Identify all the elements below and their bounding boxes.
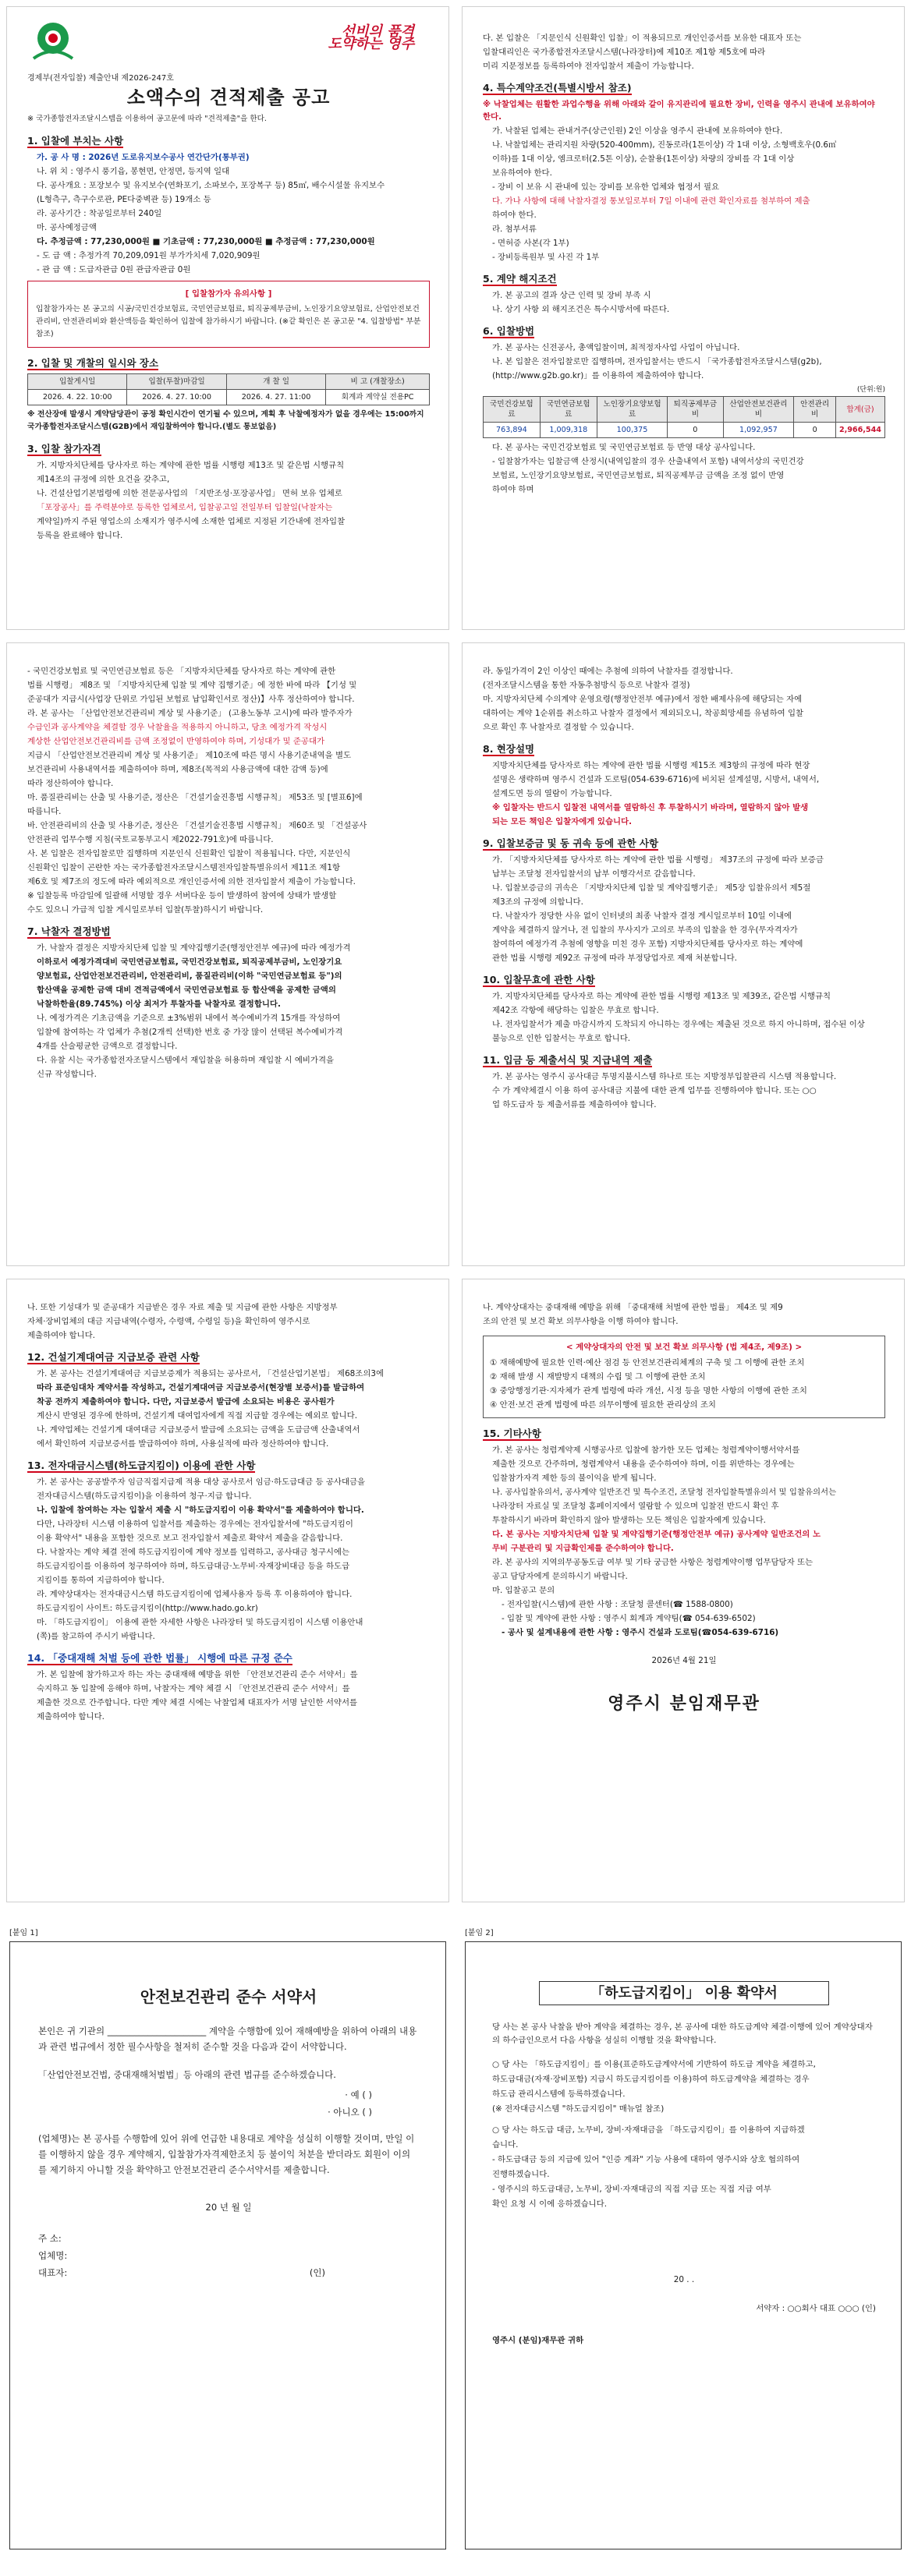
section-10-title: 10. 입찰무효에 관한 사항: [483, 974, 595, 985]
section-15-title: 15. 기타사항: [483, 1428, 541, 1439]
section-9-title: 9. 입찰보증금 및 동 귀속 등에 관한 사항: [483, 837, 659, 849]
schedule-header-cell: 입찰(투찰)마감일: [127, 374, 226, 390]
fee-header-cell: 안전관리비: [794, 397, 836, 423]
s3-line: 「포장공사」를 주력분야로 등록한 업체로서, 입찰공고일 전일부터 입찰일(낙찰자는: [37, 503, 333, 512]
s13-line: 마. 「하도급지킴이」 이용에 관한 자세한 사항은 나라장터 및 하도급지킴이 시스템 이용안내: [37, 1618, 363, 1627]
s8-line: 설계도면 등의 열람이 가능합니다.: [492, 789, 612, 798]
p3-line: 마. 품질관리비는 산출 및 사용기준, 정산은 「건설기술진흥법 시행규칙」 제53조 및 [별표6]에: [27, 793, 363, 802]
s13-line: 가. 본 공사는 공공발주자 임금직접지급제 적용 대상 공사로서 임금·하도급대금 등 공사대금을: [37, 1477, 366, 1487]
p3-line: 라. 본 공사는 「산업안전보건관리비 계상 및 사용기준」 (고용노동부 고시)에 따라 발주자가: [27, 709, 353, 718]
s13-line: 하도급지킴이를 이용하여 청구하여야 하며, 하도급대금·노무비·자재장비대금 등을 하도급: [37, 1562, 350, 1571]
s7-line: 다. 유찰 시는 국가종합전자조달시스템에서 재입찰을 허용하며 재입찰 시 예비가격을: [37, 1056, 335, 1065]
s1-line: 나. 위 치 : 영주시 풍기읍, 봉현면, 안정면, 등지역 일대: [37, 167, 230, 176]
s15-line: 공고 담당자에게 문의하시기 바랍니다.: [492, 1572, 628, 1581]
notice-body: 입찰참가자는 본 공고의 시공/국민건강보험료, 국민연금보험료, 퇴직공제부금비, 노인장기요양보험료, 산업안전보건관리비, 안전관리비와 환산액등을 확인하여 입찰에 참가하시기 바랍니다. (※같 확인은 본 공고문 "4. 입찰방법" 부분 참조): [36, 305, 421, 338]
fee-cell: 0: [668, 423, 723, 438]
s6-more: 보험료, 노인장기요양보험료, 국민연금보험료, 퇴직공제부금 금액을 조정 없이 반영: [492, 471, 785, 480]
s10-line: 제42조 각항에 해당하는 입찰은 무효로 합니다.: [492, 1006, 659, 1015]
s9-line: 관한 법률 시행령 제92조 규정에 따라 부정당업자로 제재 처분합니다.: [492, 954, 737, 963]
annex-1-rep: 대표자:: [38, 2267, 68, 2278]
s4-line: 보유하여야 한다.: [492, 168, 552, 178]
s1-line: 마. 공사예정금액: [37, 223, 97, 232]
schedule-header-cell: 비 고 (개찰장소): [326, 374, 430, 390]
s6-line: 가. 본 공사는 신전공사, 총액입찰이며, 최적정자사업 사업이 아닙니다.: [492, 343, 740, 352]
section-3-title: 3. 입찰 참가자격: [27, 443, 101, 455]
p2-line: 미리 지문정보를 등록하여야 전자입찰서 제출이 가능합니다.: [483, 62, 694, 71]
p6-line: 조의 안전 및 보건 확보 의무사항을 이행 하여야 합니다.: [483, 1317, 679, 1326]
s4-line: - 장비 이 보유 시 관내에 있는 장비를 보유한 업체와 협정서 필요: [492, 182, 720, 192]
s7-line: 나. 예정가격은 기초금액을 기준으로 ±3%범위 내에서 복수예비가격 15개를 작성하여: [37, 1014, 341, 1023]
s1-line: 다. 공사개요 : 포장보수 및 유지보수(연화포기, 소파보수, 포장복구 등) 85㎡, 배수시설물 유지보수: [37, 181, 385, 190]
fee-cell: 100,375: [597, 423, 667, 438]
fee-header-cell: 합계(금): [835, 397, 884, 423]
s14-line: 가. 본 입찰에 참가하고자 하는 자는 중대재해 예방을 위한 「안전보건관리 준수 서약서」를: [37, 1670, 358, 1679]
s9-line: 다. 낙찰자가 정당한 사유 없이 인터넷의 최종 낙찰자 결정 게시일로부터 10일 이내에: [492, 911, 792, 921]
annex-2-signer: 서약자 : ○○회사 대표 ○○○ (인): [756, 2304, 876, 2313]
section-5-heading: [483, 273, 885, 285]
s1-money2: - 도 급 액 : 추정가격 70,209,091원 부가가치세 7,020,909원: [37, 251, 261, 260]
s10-line: 불능으로 인한 입찰서는 무효로 합니다.: [492, 1034, 631, 1043]
s4-line: 라. 첨부서류: [492, 225, 537, 234]
p3-line: 법률 시행령」 제8조 및 「지방자치단체 입찰 및 계약 집행기준」에 정한 바에 따라 【기성 및: [27, 681, 357, 690]
s14-line: 제출하여야 합니다.: [37, 1712, 105, 1721]
section-12-title: 12. 건설기계대여금 지급보증 관련 사항: [27, 1351, 200, 1363]
s4-line: - 장비등록원부 및 사진 각 1부: [492, 253, 600, 262]
s14-line: 숙지하고 동 입찰에 응해야 하며, 낙찰자는 계약 체결 시 「안전보건관리 준수 서약서」를: [37, 1684, 350, 1693]
p4-line: 대하여는 계약 1순위를 취소하고 낙찰자 결정에서 제외되오니, 착공희망세를 유념하여 입찰: [483, 709, 804, 718]
s15-line: 나. 공사입찰유의서, 공사계약 일반조건 및 특수조건, 조달청 전자입찰특별유의서 및 입찰유의서는: [492, 1488, 837, 1497]
p3-line: 수급인과 공사계약을 체결할 경우 낙찰율을 적용하지 아니하고, 당초 예정가격 작성시: [27, 723, 328, 732]
schedule-table: [27, 373, 430, 405]
page-5: [6, 1279, 449, 1902]
s6-more: 하여야 하며: [492, 485, 534, 494]
section-7-title: 7. 낙찰자 결정방법: [27, 925, 111, 937]
s3-line: 가. 지방자치단체를 당사자로 하는 계약에 관한 법률 시행령 제13조 및 같은법 시행규칙: [37, 461, 345, 470]
p4-line: 으로 확인 후 낙찰자로 결정할 수 있습니다.: [483, 723, 634, 732]
s12-line: 나. 계약업체는 건설기계 대여대금 지급보증서 발급에 소요되는 금액을 도급금액 산출내역서: [37, 1425, 360, 1435]
s7-line: 이하로서 예정가격대비 국민연금보험료, 국민건강보험료, 퇴직공제부금비, 노인장기요: [37, 957, 342, 967]
s4-line: - 면허증 사본(각 1부): [492, 239, 569, 248]
fee-header-cell: 퇴직공제부금비: [668, 397, 723, 423]
p3-line: 수도 있으니 가급적 입찰 게시일로부터 입찰(투찰)하시기 바랍니다.: [27, 905, 264, 915]
s8-line: 설명은 생략하며 영주시 건설과 도로팀(054-639-6716)에 비치된 설계설명, 시방서, 내역서,: [492, 775, 820, 784]
p3-line: 보건관리비 사용내역서를 제출하여야 하며, 제8조(목적외 사용금액에 대한 감액 등)에: [27, 765, 328, 774]
p3-line: 따릅니다.: [27, 807, 62, 816]
s7-line: 4개를 산술평균한 금액으로 결정합니다.: [37, 1042, 178, 1051]
s1-line: 가. 공 사 명 : 2026년 도로유지보수공사 연간단가(통부권): [37, 153, 250, 162]
section-1-title: 1. 입찰에 부치는 사항: [27, 135, 124, 147]
s15-line: 나라장터 자료실 및 조달청 홈페이지에서 열람할 수 있으며 입찰전 반드시 확인 후: [492, 1502, 779, 1511]
s14-line: 제출한 것으로 간주합니다. 다만 계약 체결 시에는 낙찰업체 대표자가 서명 날인한 서약서를: [37, 1698, 358, 1707]
annex-1-tag: [붙임 1]: [9, 1929, 38, 1937]
p4-line: (전자조달시스템을 통한 자동추첨방식 등으로 낙찰자 결정): [483, 681, 690, 690]
annex-2-item: (※ 전자대금시스템 "하도급지킴이" 매뉴얼 참조): [492, 2104, 665, 2114]
lead-text: ※ 국가종합전자조달시스템을 이용하여 공고문에 따라 "견적제출"을 한다.: [27, 115, 267, 123]
annex-2-to: 영주시 (분임)재무관 귀하: [492, 2336, 584, 2345]
s7-line: 입찰에 참여하는 각 업체가 추첨(2개씩 선택)한 번호 중 가장 많이 선택된 복수예비가격: [37, 1028, 343, 1037]
obligations-title: < 계약상대자의 안전 및 보건 확보 의무사항 (법 제4조, 제9조) >: [565, 1343, 803, 1352]
section-5-title: 5. 계약 해지조건: [483, 273, 557, 285]
s5-line: 가. 본 공고의 결과 상근 인력 및 장비 부족 시: [492, 291, 651, 300]
slogan-line-2: 도약하는 영주: [328, 36, 414, 52]
annex-1-company: 업체명:: [38, 2250, 68, 2261]
annex-1-para1: 본인은 귀 기관의 ______________________ 계약을 수행함에 있어 재해예방을 위하여 아래의 내용과 관련 법규에서 정한 필수사항을 철저히 준수할 것을 다음과 같이 서약합니다.: [38, 2026, 417, 2052]
s13-line: 다. 낙찰자는 계약 체결 전에 하도급지킴이에 계약 정보를 입력하고, 공사대금 청구시에는: [37, 1548, 349, 1557]
s6-line: (http://www.g2b.go.kr)」를 이용하여 제출하여야 합니다.: [492, 371, 704, 380]
section-4-title: 4. 특수계약조건(특별시방서 참조): [483, 82, 632, 94]
s13-line: 전자대금시스템(하도급지킴이)을 이용하여 청구·지급 합니다.: [37, 1491, 252, 1501]
schedule-header-cell: 개 찰 일: [226, 374, 325, 390]
page-1: [6, 6, 449, 630]
annex-1-address: 주 소:: [38, 2233, 62, 2244]
section-2-heading: [27, 357, 430, 370]
s4-line: 다. 가나 사항에 대해 낙찰자결정 통보일로부터 7일 이내에 관련 확인자료를 첨부하여 제출: [492, 196, 810, 206]
contact-line: - 입찰 및 계약에 관한 사항 : 영주시 회계과 계약팀(☎ 054-639-6502): [502, 1614, 756, 1623]
s9-line: 나. 입찰보증금의 귀속은 「지방자치단체 입찰 및 계약집행기준」 제5장 입찰유의서 제5절: [492, 883, 811, 893]
annex-2-date: 20 . .: [673, 2275, 695, 2284]
p4-line: 마. 지방자치단체 수의계약 운영요령(행정안전부 예규)에서 정한 배제사유에 해당되는 자에: [483, 695, 803, 704]
s4-line: 이하)를 1대 이상, 엠크로터(2.5톤 이상), 순찰용(1톤이상) 차량의 장비를 각 1대 이상: [492, 154, 795, 164]
s4-line: 나. 낙찰업체는 관리지원 차량(520-400mm), 진동로라(1톤이상) 각 1대 이상, 소형백호우(0.6㎥: [492, 140, 837, 150]
fee-table: [483, 396, 885, 438]
annex-2-item: ○ 당 사는 하도급 대금, 노무비, 장비·자재대금을 「하도급지킴이」를 이용하여 지급하겠: [492, 2125, 805, 2135]
annex-2-item: 하도급 관리시스템에 등록하겠습니다.: [492, 2089, 626, 2099]
p3-line: 따라 정산하여야 합니다.: [27, 779, 114, 788]
section-6-title: 6. 입찰방법: [483, 325, 535, 337]
s11-line: 수 가 계약체결시 이용 하여 공사대금 지불에 대한 관계 업무를 진행하여야 합니다. 또는 ○○: [492, 1086, 817, 1095]
p5-line: 나. 또한 기성대가 및 준공대가 지급받은 경우 자료 제출 및 지급에 관한 사항은 지방정부: [27, 1303, 338, 1312]
section-14-heading: [27, 1652, 430, 1665]
s4-line: 가. 낙찰된 업체는 관내거주(상근인원) 2인 이상을 영주시 관내에 보유하여야 한다.: [492, 126, 783, 136]
p6-line: 나. 계약상대자는 중대재해 예방을 위해 「중대재해 처벌에 관한 법률」 제4조 및 제9: [483, 1303, 783, 1312]
signer: 영주시 분임재무관: [608, 1694, 760, 1714]
contact-line: - 전자입찰(시스템)에 관한 사항 : 조달청 콜센터(☎ 1588-0800): [502, 1600, 733, 1609]
p5-line: 제출하여야 합니다.: [27, 1331, 95, 1340]
s11-line: 가. 본 공사는 영주시 공사대금 투명지불시스템 하나로 또는 지방정부입찰관리 시스템 적용합니다.: [492, 1072, 837, 1081]
fee-header-cell: 노인장기요양보험료: [597, 397, 667, 423]
annex-2-item: 습니다.: [492, 2140, 519, 2150]
s15-line: 가. 본 공사는 청렴계약제 시행공사로 입찰에 참가한 모든 업체는 청렴계약이행서약서를: [492, 1445, 800, 1455]
schedule-cell: 2026. 4. 27. 11:00: [226, 390, 325, 405]
annex-1-title: 안전보건관리 준수 서약서: [140, 1987, 317, 2006]
section-11-heading: [483, 1054, 885, 1067]
unit-label: (단위:원): [856, 386, 885, 394]
s9-line: 참여하여 예정가격 추첨에 영향을 미친 경우 포함) 지방자치단체를 당사자로 하는 계약에: [492, 939, 803, 949]
p3-line: 계상한 산업안전보건관리비를 금액 조정없이 반영하여야 하며, 기성대가 및 준공대가: [27, 737, 325, 746]
s1-line: 라. 공사기간 : 착공일로부터 240일: [37, 209, 162, 218]
annex-1-seal: (인): [309, 2267, 325, 2278]
s13-line: 라. 계약상대자는 전자대금시스템 하도급지킴이에 업체사용자 등록 후 이용하여야 합니다.: [37, 1590, 353, 1599]
annex-2-item: - 영주시의 하도급대금, 노무비, 장비·자재대금의 직접 지급 또는 직접 지급 여부: [492, 2185, 771, 2194]
section-1-heading: [27, 135, 430, 147]
s1-money: 다. 추정금액 : 77,230,000원 ■ 기초금액 : 77,230,000원 ■ 추정금액 : 77,230,000원: [37, 237, 375, 246]
s3-line: 제14조의 규정에 의한 요건을 갖추고,: [37, 475, 170, 484]
s1-line: (L형측구, 측구수로관, PE다중벽관 등) 19개소 등: [37, 195, 211, 204]
p3-line: 제6호 및 제7조의 정도에 따라 예외적으로 개인인증서에 의한 전자입찰서 제출이 가능합니다.: [27, 877, 356, 886]
section-11-title: 11. 입금 등 제출서식 및 지급내역 제출: [483, 1054, 653, 1066]
p3-line: 준공대가 지급시(사업장 단위로 가입된 보험료 납입확인서로 정산)】사후 정산하여야 합니다.: [27, 695, 355, 704]
s15-line: 마. 입찰공고 문의: [492, 1586, 555, 1595]
annex-2-item: 확인 요청 시 이에 응하겠습니다.: [492, 2199, 607, 2209]
s12-line: 계산시 반영된 경우에 한하며, 건설기계 대여업자에게 직접 지급할 경우에는 예외로 합니다.: [37, 1411, 358, 1421]
p3-line: 안전관리 업무수행 지침(국토교통부고시 제2022-791호)에 따릅니다.: [27, 835, 274, 844]
s3-line: 계약일)까지 주된 영업소의 소재지가 영주시에 소재한 업체로 지정된 기간내에 전자입찰: [37, 517, 346, 526]
page-title: 소액수의 견적제출 공고: [126, 87, 331, 108]
s3-line: 나. 건설산업기본법령에 의한 전문공사업의 「지반조성·포장공사업」 면허 보유 업체로: [37, 489, 342, 498]
contact-line: - 공사 및 설계내용에 관한 사항 : 영주시 건설과 도로팀(☎054-639-6716): [502, 1628, 779, 1637]
section-8-heading: [483, 743, 885, 755]
section-2-title: 2. 입찰 및 개찰의 일시와 장소: [27, 357, 159, 369]
notice-title: [ 입찰참가자 유의사항 ]: [185, 289, 272, 299]
s7-line: 양보험료, 산업안전보건관리비, 안전관리비, 품질관리비(이하 "국민연금보험료 등")의: [37, 971, 342, 981]
s12-line: 착공 전까지 제출하여야 합니다. 다만, 지급보증서 발급에 소요되는 비용은 공사원가: [37, 1397, 335, 1407]
s13-line: 다만, 나라장터 시스템 이용하여 입찰서를 제출하는 경우에는 전자입찰서에 "하도급지킴이: [37, 1520, 353, 1529]
annex-2-item: 진행하겠습니다.: [492, 2170, 550, 2179]
s10-line: 가. 지방자치단체를 당사자로 하는 계약에 관한 법률 시행령 제13조 및 제39조, 같은법 시행규칙: [492, 992, 831, 1001]
p2-line: 입찰대리인은 국가종합전자조달시스템(나라장터)에 제10조 제1항 제5호에 따라: [483, 48, 766, 57]
s4-line: 하여야 한다.: [492, 211, 537, 220]
page-1-header: [27, 21, 430, 68]
section-13-heading: [27, 1460, 430, 1472]
annex-2-item: ○ 당 사는 「하도급지킴이」를 이용(표준하도급계약서에 기반하여 하도급 계약을 체결하고,: [492, 2060, 816, 2069]
section-10-heading: [483, 974, 885, 986]
notice-date: 2026년 4월 21일: [651, 1656, 717, 1665]
section-15-heading: [483, 1428, 885, 1440]
p3-line: 바. 안전관리비의 산출 및 사용기준, 정산은 「건설기술진흥법 시행규칙」 제60조 및 「건설공사: [27, 821, 367, 830]
s13-line: (쪽)를 참고하여 주시기 바랍니다.: [37, 1632, 155, 1641]
annex-2-tag: [붙임 2]: [465, 1929, 494, 1937]
slogan-line-1: 선비의 품격: [341, 23, 414, 40]
obligation-item: ① 재해예방에 필요한 인력·예산 점검 등 안전보건관리체계의 구축 및 그 이행에 관한 조치: [490, 1358, 805, 1368]
s5-line: 나. 상기 사항 외 해지조건은 특수시방서에 따른다.: [492, 305, 670, 314]
annex-1-yes[interactable]: · 예 ( ): [345, 2089, 372, 2100]
section-14-title: 14. 「중대재해 처벌 등에 관한 법률」 시행에 따른 규정 준수: [27, 1652, 292, 1664]
s13-line: 나. 입찰에 참여하는 자는 입찰서 제출 시 "하도급지킴이 이용 확약서"를 제출하여야 합니다.: [37, 1506, 364, 1515]
fee-cell: 763,894: [484, 423, 541, 438]
s13-line: 이용 확약서" 내용을 포함한 것으로 보고 전자입찰서 제출로 확약서 제출을 갈음합니다.: [37, 1534, 343, 1543]
s12-line: 에서 확인하여 지급보증서를 발급하여야 하며, 사용실적에 따라 정산하여야 합니다.: [37, 1439, 329, 1449]
s7-line: 가. 낙찰자 결정은 지방자치단체 입찰 및 계약집행기준(행정안전부 예규)에 따라 예정가격: [37, 943, 351, 953]
section-9-heading: [483, 837, 885, 850]
annex-2-item: 하도급대금(자재·장비포함) 지급시 하도급지킴이를 이용)하여 하도급계약을 체결하는 경우: [492, 2075, 810, 2084]
section-3-heading: [27, 443, 430, 455]
fee-cell: 1,009,318: [540, 423, 597, 438]
fee-cell: 2,966,544: [835, 423, 884, 438]
section-12-heading: [27, 1351, 430, 1364]
schedule-cell: 2026. 4. 22. 10:00: [28, 390, 127, 405]
s9-line: 계약을 체결하지 않거나, 전 입찰의 무사지가 고의로 부족의 입찰을 한 경우(무자격자가: [492, 925, 798, 935]
annex-1-date: 20 년 월 일: [205, 2202, 252, 2213]
p3-line: 신원확인 입찰이 곤란한 자는 국가종합전자조달시스템전자입찰특별유의서 제11조 제1항: [27, 863, 340, 872]
p3-line: 지급시 「산업안전보건관리비 계상 및 사용기준」 제10조에 따른 명시 사용기준내역을 별도: [27, 751, 352, 760]
annex-2: [465, 1941, 902, 2549]
section-7-heading: [27, 925, 430, 938]
fee-header-cell: 국민연금보험료: [540, 397, 597, 423]
s12-line: 가. 본 공사는 건설기계대여금 지급보증제가 적용되는 공사로서, 「건설산업기본법」 제68조의3에: [37, 1369, 385, 1378]
slogan: [312, 23, 414, 52]
obligation-item: ② 재해 발생 시 재발방지 대책의 수립 및 그 이행에 관한 조치: [490, 1372, 706, 1382]
s15-line: 제출한 것으로 간주하며, 청렴계약서 내용을 준수하여야 하며, 이를 위반하는 경우에는: [492, 1460, 795, 1469]
annex-2-title: 「하도급지킴이」 이용 확약서: [539, 1981, 829, 2005]
s12-line: 따라 표준임대차 계약서를 작성하고, 건설기계대여금 지급보증서(현장별 보증서)를 발급하여: [37, 1383, 365, 1392]
section-8-title: 8. 현장설명: [483, 743, 535, 755]
p2-line: 다. 본 입찰은 「지문인식 신원확인 입찰」이 적용되므로 개인인증서를 보유한 대표자 또는: [483, 34, 802, 43]
annex-2-item: - 하도급대금 등의 지급에 있어 "인증 계좌" 기능 사용에 대하여 영주시와 상호 협의하여: [492, 2155, 800, 2164]
s3-line: 등록을 완료해야 합니다.: [37, 531, 123, 540]
document-number: 경제부(전자입찰) 제출안내 제2026-247호: [27, 74, 174, 83]
obligation-item: ④ 안전·보건 관계 법령에 따른 의무이행에 필요한 관리상의 조치: [490, 1400, 716, 1410]
fee-cell: 1,092,957: [723, 423, 794, 438]
annex-2-para1: 당 사는 본 공사 낙찰을 받아 계약을 체결하는 경우, 본 공사에 대한 하도급계약 체결·이행에 있어 계약상대자의 하수급인으로서 다음 사항을 성실히 이행할 것을 확약합니다.: [492, 2022, 873, 2045]
annex-1-para3: (업체명)는 본 공사를 수행함에 있어 위에 언급한 내용대로 계약을 성실히 이행할 것이며, 만일 이를 이행하지 않을 경우 계약해지, 입찰참가자격제한조치 등 불이익 처분을 받더라도 회원이 이의를 제기하지 아니할 것을 확약하고 안전보건관리 준수서약서를 제출합니다.: [38, 2133, 415, 2175]
p5-line: 자체·장비업체의 대금 지급내역(수령자, 수령액, 수령일 등)을 확인하여 영주시로: [27, 1317, 310, 1326]
s15-line: 투찰하시기 바라며 확인하지 않아 발생하는 모든 책임은 입찰자에게 있습니다.: [492, 1516, 766, 1525]
s15-line: 입찰참가자격 제한 등의 불이익을 받게 됩니다.: [492, 1474, 657, 1483]
section-13-title: 13. 전자대금시스템(하도급지킴이) 이용에 관한 사항: [27, 1460, 256, 1471]
section-6-heading: [483, 325, 885, 338]
s8-line: 지방자치단체를 당사자로 하는 계약에 관한 법률 시행령 제15조 제3항의 규정에 따라 현장: [492, 761, 810, 770]
schedule-cell: 회계과 계약실 전용PC: [326, 390, 430, 405]
page-2: [462, 6, 905, 630]
s15-line: 라. 본 공사의 지역의무공동도급 여부 및 기타 궁금한 사항은 청렴계약이행 업무담당자 또는: [492, 1558, 814, 1567]
s11-line: 업 하도급자 등 제출서류를 제출하여야 합니다.: [492, 1100, 657, 1109]
s9-line: 가. 「지방자치단체를 당사자로 하는 계약에 관한 법률 시행령」 제37조의 규정에 따라 보증금: [492, 855, 824, 865]
s7-line: 신규 작성합니다.: [37, 1070, 97, 1079]
schedule-header-cell: 입찰게시일: [28, 374, 127, 390]
annex-1-no[interactable]: · 아니오 ( ): [328, 2107, 372, 2118]
obligations-box: [483, 1336, 885, 1418]
s8-line: ※ 입찰자는 반드시 입찰전 내역서를 열람하신 후 투찰하시기 바라며, 열람하지 않아 발생: [492, 803, 809, 812]
s4-red: ※ 낙찰업체는 원활한 과업수행을 위해 아래와 같이 유지관리에 필요한 장비, 인력을 영주시 관내에 보유하여야 한다.: [483, 100, 875, 122]
s2-note: ※ 전산장애 발생시 계약담당관이 공정 확인시간이 연기될 수 있으며, 계획 후 낙찰예정자가 없을 경우에는 15:00까지 국가종합전자조달시스템(G2B)에서 재입찰하여야 합니다.(별도 통보없음): [27, 410, 424, 431]
s15-line: 무비 구분관리 및 지급확인제를 준수하여야 합니다.: [492, 1544, 674, 1553]
fee-header-cell: 산업안전보건관리비: [723, 397, 794, 423]
s7-line: 합산액을 공제한 금액 대비 견적금액에서 국민연금보험료 등 합산액을 공제한 금액의: [37, 985, 336, 995]
yeongju-logo-icon: [29, 21, 77, 65]
fee-cell: 0: [794, 423, 836, 438]
s6-more: 다. 본 공사는 국민건강보험료 및 국민연금보험료 등 반영 대상 공사입니다.: [492, 443, 756, 452]
s7-line: 낙찰하한율(89.745%) 이상 최저가 투찰자를 낙찰자로 결정합니다.: [37, 1000, 281, 1009]
annex-1: [9, 1941, 446, 2549]
s9-line: 제3조의 규정에 의합니다.: [492, 897, 583, 907]
s15-line: 다. 본 공사는 지방자치단체 입찰 및 계약집행기준(행정안전부 예규) 공사계약 일반조건의 노: [492, 1530, 821, 1539]
p3-line: ※ 입찰등록 마감일에 일괄해 서명할 경우 서버다운 등이 발생하여 참여에 상태가 발생할: [27, 891, 337, 901]
s6-line: 나. 본 입찰은 전자입찰로만 집행하며, 전자입찰서는 반드시 「국가종합전자조달시스템(g2b),: [492, 357, 822, 366]
s13-line: 지킴이를 통하여 지급하여야 합니다.: [37, 1576, 165, 1585]
s1-money2: - 관 급 액 : 도급자관급 0원 관급자관급 0원: [37, 265, 191, 274]
section-4-heading: [483, 82, 885, 94]
fee-header-cell: 국민건강보험료: [484, 397, 541, 423]
schedule-cell: 2026. 4. 27. 10:00: [127, 390, 226, 405]
s13-line: 하도급지킴이 사이트: 하도급지킴이(http://www.hado.go.kr): [37, 1604, 258, 1613]
page-3: [6, 642, 449, 1266]
p4-line: 라. 동일가격이 2인 이상인 때에는 추첨에 의하여 낙찰자를 결정합니다.: [483, 667, 733, 676]
p3-line: 사. 본 입찰은 전자입찰로만 집행하며 지문인식 신원확인 입찰이 적용됩니다. 다만, 지문인식: [27, 849, 351, 858]
s6-more: - 입찰참가자는 입찰금액 산정시(내역입찰의 경우 산출내역서 포함) 내역서상의 국민건강: [492, 457, 804, 466]
s8-line: 되는 모든 책임은 입찰자에게 있습니다.: [492, 817, 633, 826]
s10-line: 나. 전자입찰서가 제출 마감시까지 도착되지 아니하는 경우에는 제출된 것으로 하지 아니하며, 접수된 이상: [492, 1020, 865, 1029]
page-6: [462, 1279, 905, 1902]
page-4: [462, 642, 905, 1266]
p3-line: - 국민건강보험료 및 국민연금보험료 등은 「지방자치단체를 당사자로 하는 계약에 관한: [27, 667, 336, 676]
s9-line: 납부는 조달청 전자입찰서의 납부 이행각서로 갈음합니다.: [492, 869, 696, 879]
obligation-item: ③ 중앙행정기관·지자체가 관계 법령에 따라 개선, 시정 등을 명한 사항의 이행에 관한 조치: [490, 1386, 807, 1396]
annex-1-para2: 「산업안전보건법, 중대재해처벌법」등 아래의 관련 법규를 준수하겠습니다.: [38, 2069, 336, 2080]
bidder-notice-box: [27, 281, 430, 348]
